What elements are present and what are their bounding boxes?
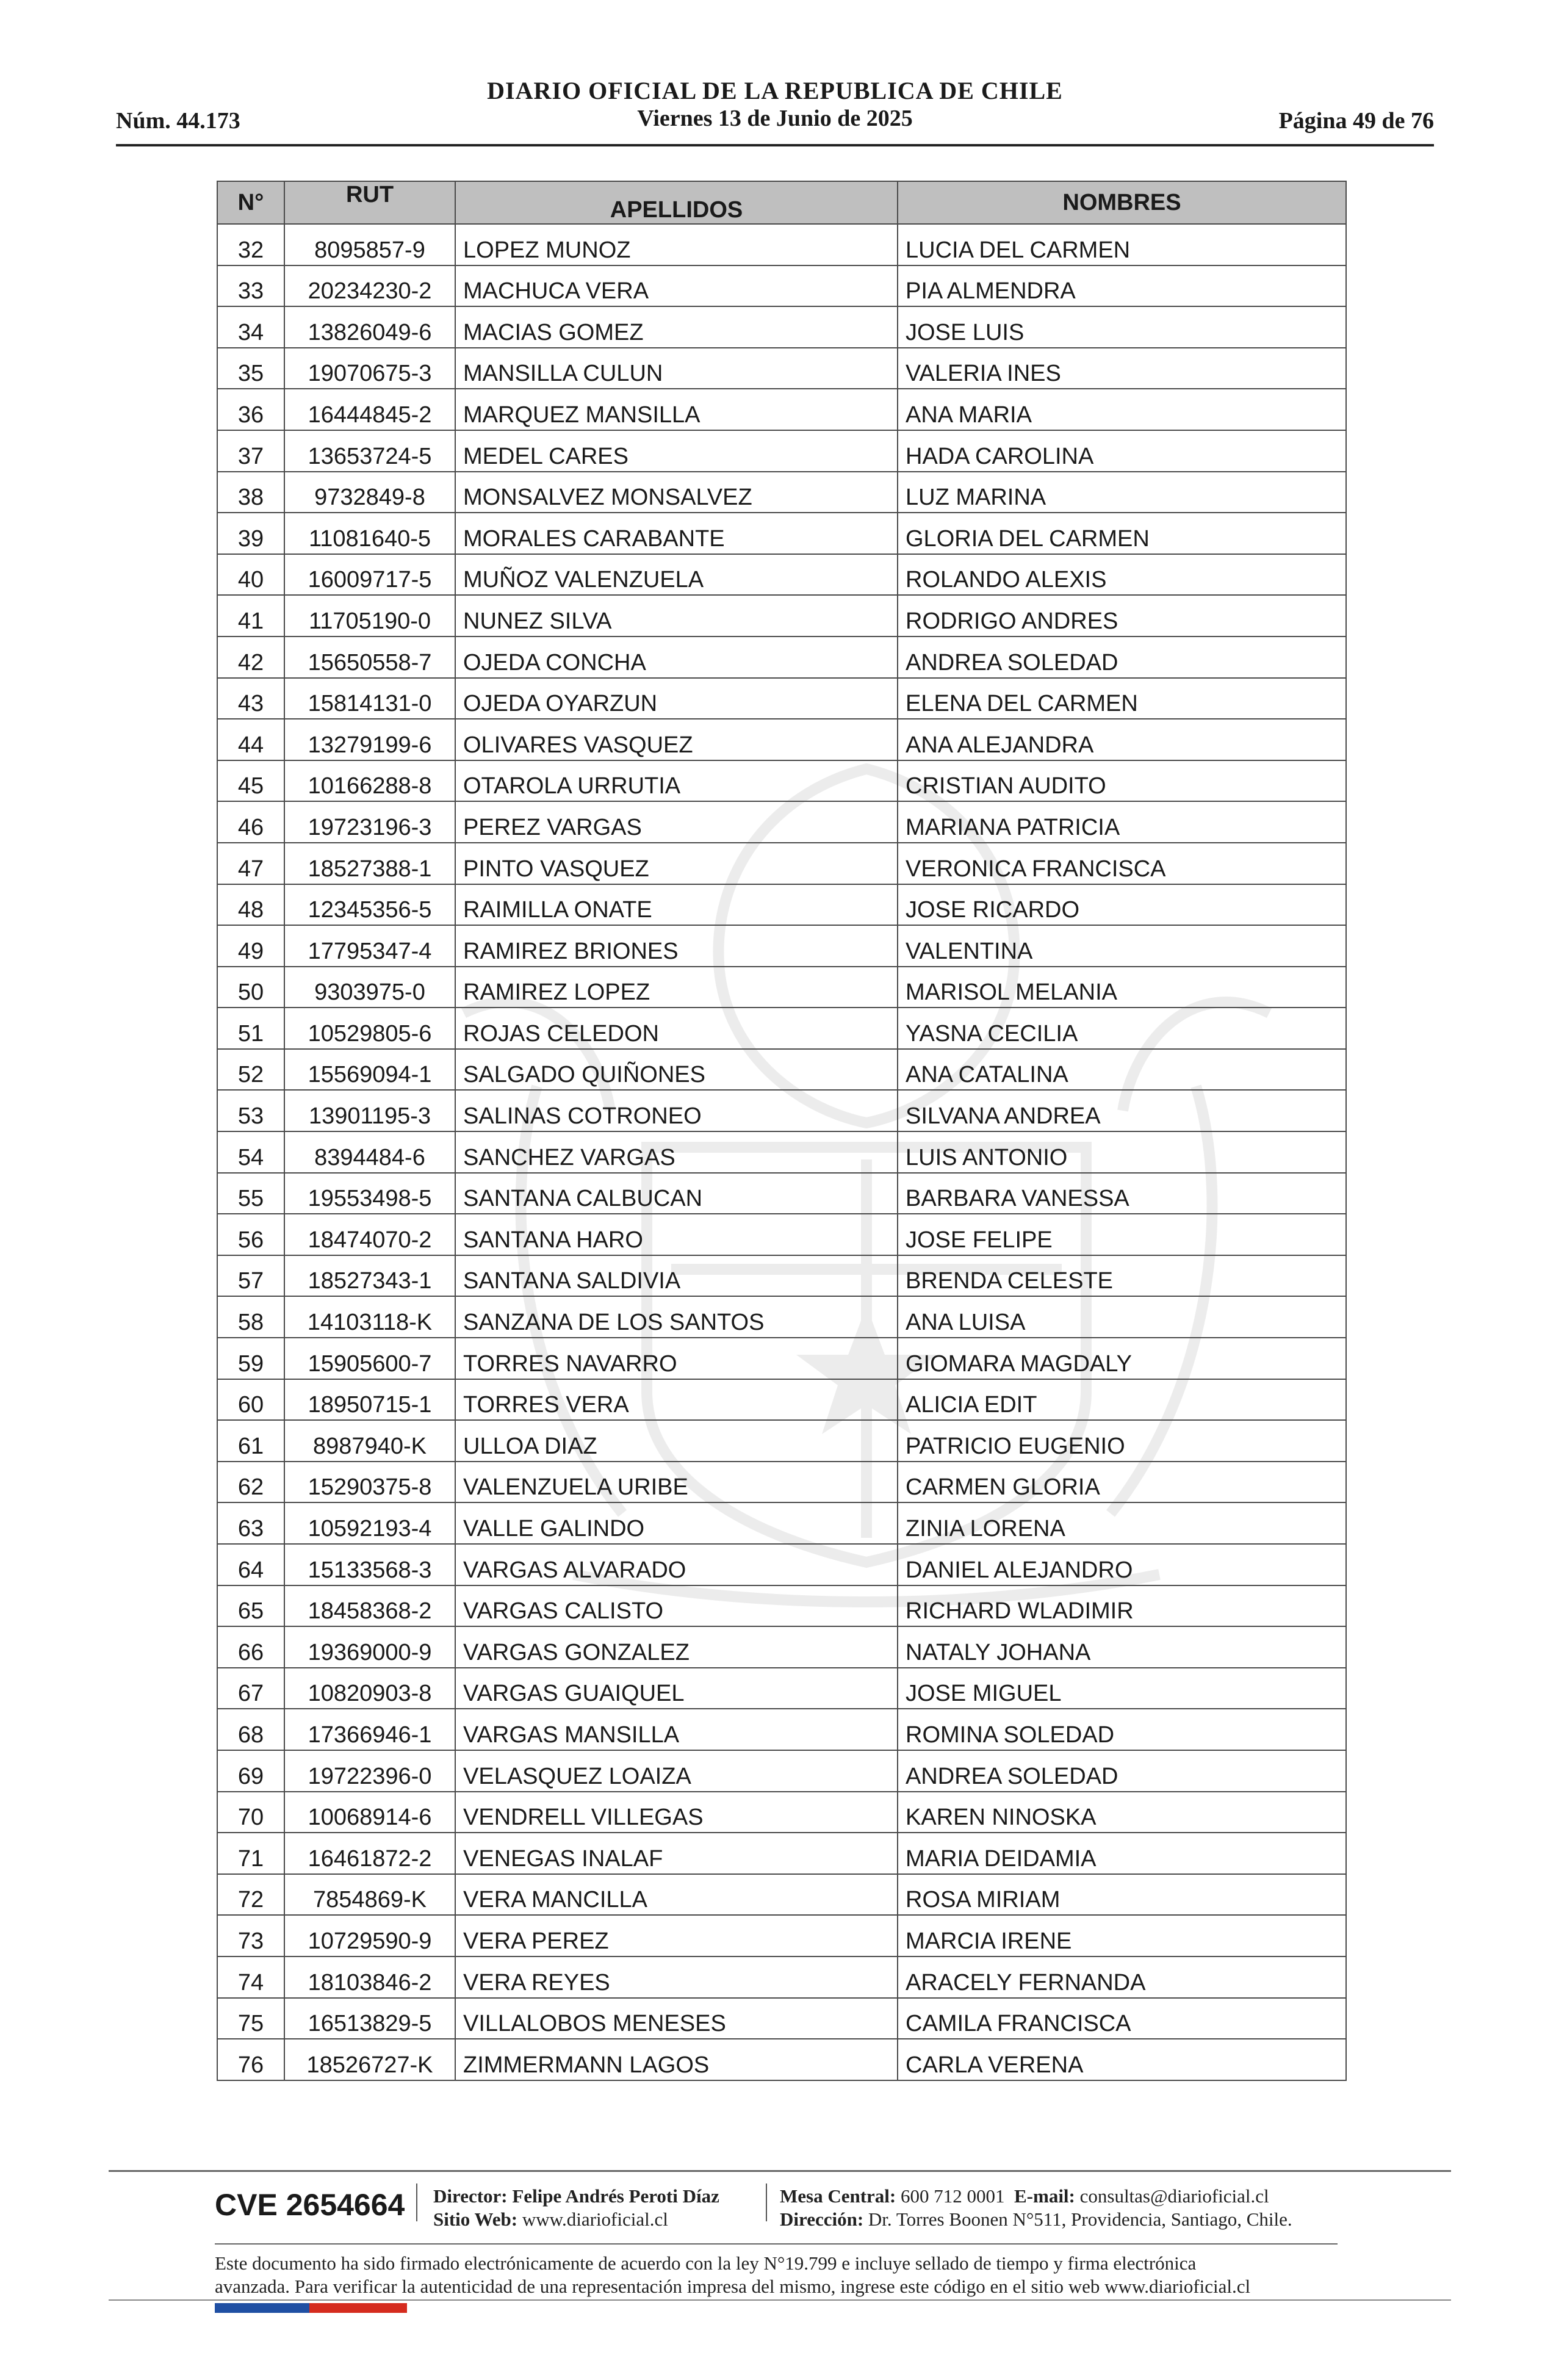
nombres-cell: MARIA DEIDAMIA — [898, 1833, 1346, 1874]
rut-cell: 20234230-2 — [284, 265, 455, 307]
row-number: 40 — [217, 554, 284, 596]
apellidos-cell: MARQUEZ MANSILLA — [455, 389, 898, 430]
rut-cell: 19553498-5 — [284, 1173, 455, 1214]
row-number: 32 — [217, 224, 284, 265]
apellidos-cell: MACHUCA VERA — [455, 265, 898, 307]
row-number: 35 — [217, 348, 284, 389]
publication-title: DIARIO OFICIAL DE LA REPUBLICA DE CHILE — [487, 77, 1063, 104]
table-row — [217, 1131, 1346, 1173]
row-number: 74 — [217, 1956, 284, 1998]
apellidos-cell: PINTO VASQUEZ — [455, 843, 898, 884]
row-number: 41 — [217, 595, 284, 636]
rut-cell: 17366946-1 — [284, 1709, 455, 1750]
table-row — [217, 1049, 1346, 1091]
apellidos-cell: TORRES VERA — [455, 1379, 898, 1421]
footer-director-block — [433, 2185, 719, 2231]
apellidos-cell: SANTANA CALBUCAN — [455, 1173, 898, 1214]
table-row — [217, 1173, 1346, 1214]
table-row — [217, 1874, 1346, 1916]
rut-cell: 18103846-2 — [284, 1956, 455, 1998]
nombres-cell: LUIS ANTONIO — [898, 1131, 1346, 1173]
row-number: 49 — [217, 925, 284, 967]
row-number: 45 — [217, 760, 284, 802]
row-number: 68 — [217, 1709, 284, 1750]
bottom-rule — [109, 2299, 1451, 2301]
table-row — [217, 1792, 1346, 1833]
director-label: Director: — [433, 2185, 508, 2207]
rut-cell: 15650558-7 — [284, 636, 455, 678]
table-row — [217, 430, 1346, 472]
apellidos-cell: VARGAS ALVARADO — [455, 1544, 898, 1585]
apellidos-cell: ULLOA DIAZ — [455, 1420, 898, 1462]
row-number: 73 — [217, 1915, 284, 1956]
masthead — [116, 77, 1434, 132]
row-number: 66 — [217, 1626, 284, 1668]
table-row — [217, 1668, 1346, 1709]
column-header-number: N° — [217, 181, 284, 224]
nombres-cell: VERONICA FRANCISCA — [898, 843, 1346, 884]
rut-cell: 10166288-8 — [284, 760, 455, 802]
rut-cell: 16461872-2 — [284, 1833, 455, 1874]
issue-number: Núm. 44.173 — [116, 108, 240, 134]
table-row — [217, 595, 1346, 636]
nombres-cell: ANDREA SOLEDAD — [898, 636, 1346, 678]
apellidos-cell: VARGAS GONZALEZ — [455, 1626, 898, 1668]
table-row — [217, 1296, 1346, 1338]
table-row — [217, 265, 1346, 307]
apellidos-cell: NUNEZ SILVA — [455, 595, 898, 636]
row-number: 37 — [217, 430, 284, 472]
rut-cell: 10068914-6 — [284, 1792, 455, 1833]
rut-cell: 18526727-K — [284, 2039, 455, 2080]
nombres-cell: MARIANA PATRICIA — [898, 801, 1346, 843]
rut-cell: 10820903-8 — [284, 1668, 455, 1709]
nombres-cell: JOSE RICARDO — [898, 884, 1346, 926]
table-row — [217, 306, 1346, 348]
rut-cell: 18458368-2 — [284, 1585, 455, 1627]
table-row — [217, 1585, 1346, 1627]
row-number: 42 — [217, 636, 284, 678]
table-header-row — [217, 181, 1346, 224]
table-row — [217, 1709, 1346, 1750]
table-row — [217, 1998, 1346, 2039]
row-number: 59 — [217, 1338, 284, 1379]
apellidos-cell: VERA REYES — [455, 1956, 898, 1998]
rut-cell: 15905600-7 — [284, 1338, 455, 1379]
flag-stripe-blue — [215, 2303, 309, 2313]
row-number: 69 — [217, 1750, 284, 1792]
rut-cell: 19369000-9 — [284, 1626, 455, 1668]
roster-table — [217, 181, 1347, 2081]
apellidos-cell: ZIMMERMANN LAGOS — [455, 2039, 898, 2080]
apellidos-cell: VERA MANCILLA — [455, 1874, 898, 1916]
table-row — [217, 1214, 1346, 1255]
rut-cell: 19723196-3 — [284, 801, 455, 843]
row-number: 38 — [217, 472, 284, 513]
page-header — [116, 77, 1434, 146]
row-number: 64 — [217, 1544, 284, 1585]
row-number: 46 — [217, 801, 284, 843]
rut-cell: 13901195-3 — [284, 1090, 455, 1131]
nombres-cell: VALERIA INES — [898, 348, 1346, 389]
apellidos-cell: MONSALVEZ MONSALVEZ — [455, 472, 898, 513]
column-header-apellidos: APELLIDOS — [455, 181, 898, 224]
apellidos-cell: MORALES CARABANTE — [455, 513, 898, 554]
row-number: 60 — [217, 1379, 284, 1421]
rut-cell: 8987940-K — [284, 1420, 455, 1462]
rut-cell: 13826049-6 — [284, 306, 455, 348]
nombres-cell: PATRICIO EUGENIO — [898, 1420, 1346, 1462]
rut-cell: 18950715-1 — [284, 1379, 455, 1421]
nombres-cell: CAMILA FRANCISCA — [898, 1998, 1346, 2039]
table-row — [217, 1626, 1346, 1668]
footer-divider — [109, 2170, 1451, 2172]
address-label: Dirección: — [780, 2209, 864, 2230]
rut-cell: 19070675-3 — [284, 348, 455, 389]
row-number: 70 — [217, 1792, 284, 1833]
table-row — [217, 1915, 1346, 1956]
rut-cell: 11705190-0 — [284, 595, 455, 636]
rut-cell: 8095857-9 — [284, 224, 455, 265]
address-text: Dr. Torres Boonen N°511, Providencia, Santiago, Chile. — [868, 2209, 1292, 2230]
table-row — [217, 1544, 1346, 1585]
apellidos-cell: OTAROLA URRUTIA — [455, 760, 898, 802]
row-number: 57 — [217, 1255, 284, 1297]
row-number: 36 — [217, 389, 284, 430]
row-number: 67 — [217, 1668, 284, 1709]
nombres-cell: NATALY JOHANA — [898, 1626, 1346, 1668]
table-row — [217, 678, 1346, 719]
table-row — [217, 1502, 1346, 1544]
apellidos-cell: SANTANA SALDIVIA — [455, 1255, 898, 1297]
rut-cell: 15814131-0 — [284, 678, 455, 719]
apellidos-cell: MEDEL CARES — [455, 430, 898, 472]
table-row — [217, 801, 1346, 843]
apellidos-cell: TORRES NAVARRO — [455, 1338, 898, 1379]
rut-cell: 13653724-5 — [284, 430, 455, 472]
apellidos-cell: ROJAS CELEDON — [455, 1008, 898, 1049]
nombres-cell: LUZ MARINA — [898, 472, 1346, 513]
row-number: 65 — [217, 1585, 284, 1627]
row-number: 52 — [217, 1049, 284, 1091]
table-row — [217, 389, 1346, 430]
roster-table-body — [217, 224, 1346, 2080]
table-row — [217, 1255, 1346, 1297]
row-number: 39 — [217, 513, 284, 554]
nombres-cell: BARBARA VANESSA — [898, 1173, 1346, 1214]
nombres-cell: GIOMARA MAGDALY — [898, 1338, 1346, 1379]
row-number: 75 — [217, 1998, 284, 2039]
nombres-cell: LUCIA DEL CARMEN — [898, 224, 1346, 265]
table-row — [217, 719, 1346, 760]
row-number: 61 — [217, 1420, 284, 1462]
apellidos-cell: MUÑOZ VALENZUELA — [455, 554, 898, 596]
nombres-cell: JOSE FELIPE — [898, 1214, 1346, 1255]
director-name: Felipe Andrés Peroti Díaz — [512, 2185, 719, 2207]
nombres-cell: BRENDA CELESTE — [898, 1255, 1346, 1297]
row-number: 53 — [217, 1090, 284, 1131]
nombres-cell: MARCIA IRENE — [898, 1915, 1346, 1956]
nombres-cell: ROSA MIRIAM — [898, 1874, 1346, 1916]
phone-label: Mesa Central: — [780, 2185, 896, 2207]
nombres-cell: CARLA VERENA — [898, 2039, 1346, 2080]
apellidos-cell: OJEDA CONCHA — [455, 636, 898, 678]
row-number: 63 — [217, 1502, 284, 1544]
apellidos-cell: VENDRELL VILLEGAS — [455, 1792, 898, 1833]
table-row — [217, 224, 1346, 265]
table-row — [217, 636, 1346, 678]
site-link[interactable]: www.diarioficial.cl — [522, 2209, 668, 2230]
nombres-cell: VALENTINA — [898, 925, 1346, 967]
site-label: Sitio Web: — [433, 2209, 518, 2230]
rut-cell: 11081640-5 — [284, 513, 455, 554]
rut-cell: 17795347-4 — [284, 925, 455, 967]
flag-stripe — [215, 2303, 407, 2313]
row-number: 51 — [217, 1008, 284, 1049]
row-number: 33 — [217, 265, 284, 307]
nombres-cell: HADA CAROLINA — [898, 430, 1346, 472]
row-number: 48 — [217, 884, 284, 926]
rut-cell: 9732849-8 — [284, 472, 455, 513]
nombres-cell: MARISOL MELANIA — [898, 967, 1346, 1008]
apellidos-cell: VARGAS MANSILLA — [455, 1709, 898, 1750]
table-row — [217, 1090, 1346, 1131]
nombres-cell: ANA LUISA — [898, 1296, 1346, 1338]
legal-notice — [215, 2252, 1374, 2298]
apellidos-cell: MANSILLA CULUN — [455, 348, 898, 389]
nombres-cell: JOSE MIGUEL — [898, 1668, 1346, 1709]
table-row — [217, 1833, 1346, 1874]
nombres-cell: YASNA CECILIA — [898, 1008, 1346, 1049]
footer-separator — [416, 2183, 417, 2221]
nombres-cell: ELENA DEL CARMEN — [898, 678, 1346, 719]
row-number: 54 — [217, 1131, 284, 1173]
table-row — [217, 925, 1346, 967]
nombres-cell: GLORIA DEL CARMEN — [898, 513, 1346, 554]
rut-cell: 18474070-2 — [284, 1214, 455, 1255]
apellidos-cell: VILLALOBOS MENESES — [455, 1998, 898, 2039]
row-number: 55 — [217, 1173, 284, 1214]
table-row — [217, 1750, 1346, 1792]
legal-line-2: avanzada. Para verificar la autenticidad de una representación impresa del mismo, ingrese este código en el sitio web www.diarioficial.cl — [215, 2276, 1251, 2297]
rut-cell: 16513829-5 — [284, 1998, 455, 2039]
apellidos-cell: PEREZ VARGAS — [455, 801, 898, 843]
apellidos-cell: MACIAS GOMEZ — [455, 306, 898, 348]
nombres-cell: DANIEL ALEJANDRO — [898, 1544, 1346, 1585]
apellidos-cell: SANZANA DE LOS SANTOS — [455, 1296, 898, 1338]
email-label: E-mail: — [1014, 2185, 1075, 2207]
rut-cell: 7854869-K — [284, 1874, 455, 1916]
apellidos-cell: SALGADO QUIÑONES — [455, 1049, 898, 1091]
table-row — [217, 1379, 1346, 1421]
rut-cell: 14103118-K — [284, 1296, 455, 1338]
row-number: 47 — [217, 843, 284, 884]
rut-cell: 16444845-2 — [284, 389, 455, 430]
apellidos-cell: RAIMILLA ONATE — [455, 884, 898, 926]
apellidos-cell: LOPEZ MUNOZ — [455, 224, 898, 265]
table-row — [217, 843, 1346, 884]
apellidos-cell: OJEDA OYARZUN — [455, 678, 898, 719]
row-number: 56 — [217, 1214, 284, 1255]
table-row — [217, 1420, 1346, 1462]
column-header-nombres: NOMBRES — [898, 181, 1346, 224]
apellidos-cell: SANTANA HARO — [455, 1214, 898, 1255]
legal-line-1: Este documento ha sido firmado electrónicamente de acuerdo con la ley N°19.799 e incluye sellado de tiempo y firma electrónica — [215, 2252, 1197, 2274]
row-number: 44 — [217, 719, 284, 760]
flag-stripe-red — [309, 2303, 407, 2313]
table-row — [217, 1462, 1346, 1503]
nombres-cell: ANA ALEJANDRA — [898, 719, 1346, 760]
apellidos-cell: OLIVARES VASQUEZ — [455, 719, 898, 760]
rut-cell: 10592193-4 — [284, 1502, 455, 1544]
rut-cell: 18527343-1 — [284, 1255, 455, 1297]
row-number: 71 — [217, 1833, 284, 1874]
column-header-rut: RUT — [284, 181, 455, 224]
apellidos-cell: VENEGAS INALAF — [455, 1833, 898, 1874]
footer-contact-block — [780, 2185, 1292, 2231]
row-number: 58 — [217, 1296, 284, 1338]
row-number: 34 — [217, 306, 284, 348]
nombres-cell: CARMEN GLORIA — [898, 1462, 1346, 1503]
nombres-cell: KAREN NINOSKA — [898, 1792, 1346, 1833]
row-number: 43 — [217, 678, 284, 719]
table-row — [217, 554, 1346, 596]
email-link[interactable]: consultas@diarioficial.cl — [1079, 2185, 1269, 2207]
nombres-cell: ZINIA LORENA — [898, 1502, 1346, 1544]
nombres-cell: ANA MARIA — [898, 389, 1346, 430]
rut-cell: 10529805-6 — [284, 1008, 455, 1049]
rut-cell: 15569094-1 — [284, 1049, 455, 1091]
rut-cell: 15290375-8 — [284, 1462, 455, 1503]
rut-cell: 13279199-6 — [284, 719, 455, 760]
page-number: Página 49 de 76 — [1278, 108, 1434, 134]
nombres-cell: SILVANA ANDREA — [898, 1090, 1346, 1131]
nombres-cell: ANDREA SOLEDAD — [898, 1750, 1346, 1792]
table-row — [217, 760, 1346, 802]
rut-cell: 10729590-9 — [284, 1915, 455, 1956]
rut-cell: 8394484-6 — [284, 1131, 455, 1173]
nombres-cell: RODRIGO ANDRES — [898, 595, 1346, 636]
legal-divider — [215, 2243, 1338, 2245]
rut-cell: 15133568-3 — [284, 1544, 455, 1585]
nombres-cell: RICHARD WLADIMIR — [898, 1585, 1346, 1627]
table-row — [217, 884, 1346, 926]
table-row — [217, 1338, 1346, 1379]
nombres-cell: CRISTIAN AUDITO — [898, 760, 1346, 802]
row-number: 76 — [217, 2039, 284, 2080]
apellidos-cell: VARGAS CALISTO — [455, 1585, 898, 1627]
rut-cell: 19722396-0 — [284, 1750, 455, 1792]
nombres-cell: ROMINA SOLEDAD — [898, 1709, 1346, 1750]
apellidos-cell: VALENZUELA URIBE — [455, 1462, 898, 1503]
apellidos-cell: VALLE GALINDO — [455, 1502, 898, 1544]
rut-cell: 18527388-1 — [284, 843, 455, 884]
nombres-cell: ANA CATALINA — [898, 1049, 1346, 1091]
nombres-cell: ARACELY FERNANDA — [898, 1956, 1346, 1998]
rut-cell: 16009717-5 — [284, 554, 455, 596]
rut-cell: 9303975-0 — [284, 967, 455, 1008]
nombres-cell: ALICIA EDIT — [898, 1379, 1346, 1421]
apellidos-cell: SANCHEZ VARGAS — [455, 1131, 898, 1173]
table-row — [217, 1956, 1346, 1998]
apellidos-cell: SALINAS COTRONEO — [455, 1090, 898, 1131]
nombres-cell: JOSE LUIS — [898, 306, 1346, 348]
apellidos-cell: RAMIREZ LOPEZ — [455, 967, 898, 1008]
apellidos-cell: VERA PEREZ — [455, 1915, 898, 1956]
phone-number: 600 712 0001 — [901, 2185, 1005, 2207]
table-row — [217, 513, 1346, 554]
table-row — [217, 2039, 1346, 2080]
apellidos-cell: VARGAS GUAIQUEL — [455, 1668, 898, 1709]
row-number: 62 — [217, 1462, 284, 1503]
publication-date: Viernes 13 de Junio de 2025 — [637, 106, 913, 131]
nombres-cell: PIA ALMENDRA — [898, 265, 1346, 307]
apellidos-cell: VELASQUEZ LOAIZA — [455, 1750, 898, 1792]
rut-cell: 12345356-5 — [284, 884, 455, 926]
row-number: 50 — [217, 967, 284, 1008]
nombres-cell: ROLANDO ALEXIS — [898, 554, 1346, 596]
table-row — [217, 348, 1346, 389]
cve-code: CVE 2654664 — [215, 2188, 405, 2222]
footer-separator — [766, 2183, 767, 2221]
table-row — [217, 472, 1346, 513]
table-row — [217, 1008, 1346, 1049]
apellidos-cell: RAMIREZ BRIONES — [455, 925, 898, 967]
row-number: 72 — [217, 1874, 284, 1916]
table-row — [217, 967, 1346, 1008]
